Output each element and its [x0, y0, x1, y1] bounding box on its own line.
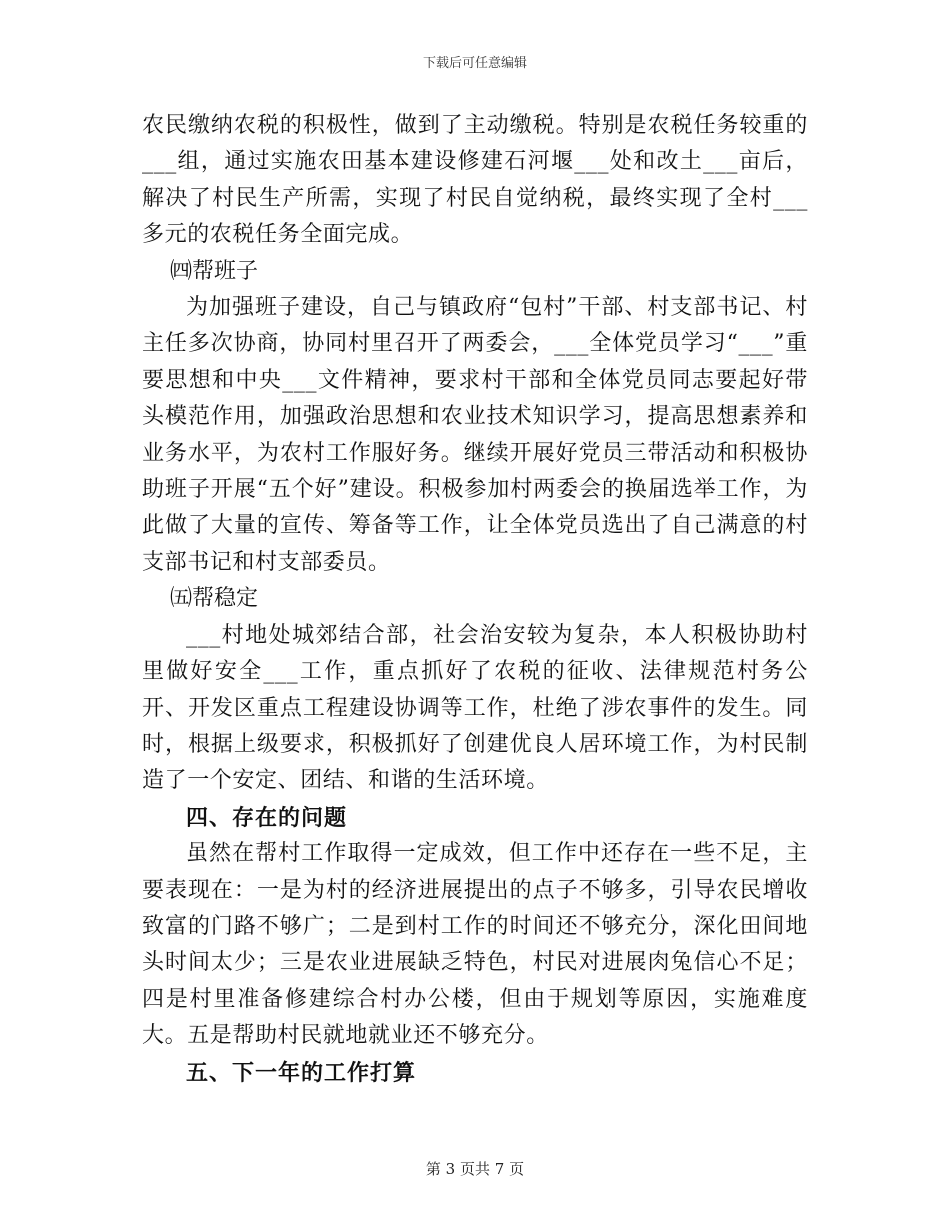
paragraph-tax: 农民缴纳农税的积极性，做到了主动缴税。特别是农税任务较重的___组，通过实施农田基本建设修建石河堰___处和改土___亩后，解决了村民生产所需，实现了村民自觉纳税，最终实现了全村___多元的农税任务全面完成。 — [142, 113, 808, 248]
paragraph-team: 为加强班子建设，自己与镇政府“包村”干部、村支部书记、村主任多次协商，协同村里召开了两委会，___全体党员学习“___”重要思想和中央___文件精神，要求村干部和全体党员同志要起好带头模范作用，加强政治思想和农业技术知识学习，提高思想素养和业务水平，为农村工作服好务。继续开展好党员三带活动和积极协助班子开展“五个好”建设。积极参加村两委会的换届选举工作，为此做了大量的宣传、筹备等工作，让全体党员选出了自己满意的村支部书记和村支部委员。 — [142, 295, 808, 575]
section-heading-problems: 四、存在的问题 — [186, 804, 348, 831]
page-footer: 第 3 页共 7 页 — [425, 1160, 525, 1178]
paragraph-problems: 虽然在帮村工作取得一定成效，但工作中还存在一些不足，主要表现在：一是为村的经济进展提出的点子不够多，引导农民增收致富的门路不够广；二是到村工作的时间还不够充分，深化田间地头时间太少；三是农业进展缺乏特色，村民对进展肉兔信心不足；四是村里准备修建综合村办公楼，但由于规划等原因，实施难度大。五是帮助村民就地就业还不够充分。 — [142, 841, 808, 1049]
page-header: 下载后可任意编辑 — [422, 56, 527, 71]
document-body — [142, 108, 808, 1091]
paragraph-stability: ___村地处城郊结合部，社会治安较为复杂，本人积极协助村里做好安全___工作，重点抓好了农税的征收、法律规范村务公开、开发区重点工程建设协调等工作，杜绝了涉农事件的发生。同时，根据上级要求，积极抓好了创建优良人居环境工作，为村民制造了一个安定、团结、和谐的生活环境。 — [142, 622, 808, 794]
subheading-team: ㈣帮班子 — [170, 258, 259, 284]
subheading-stability: ㈤帮稳定 — [170, 586, 259, 612]
section-heading-plan: 五、下一年的工作打算 — [186, 1059, 417, 1086]
